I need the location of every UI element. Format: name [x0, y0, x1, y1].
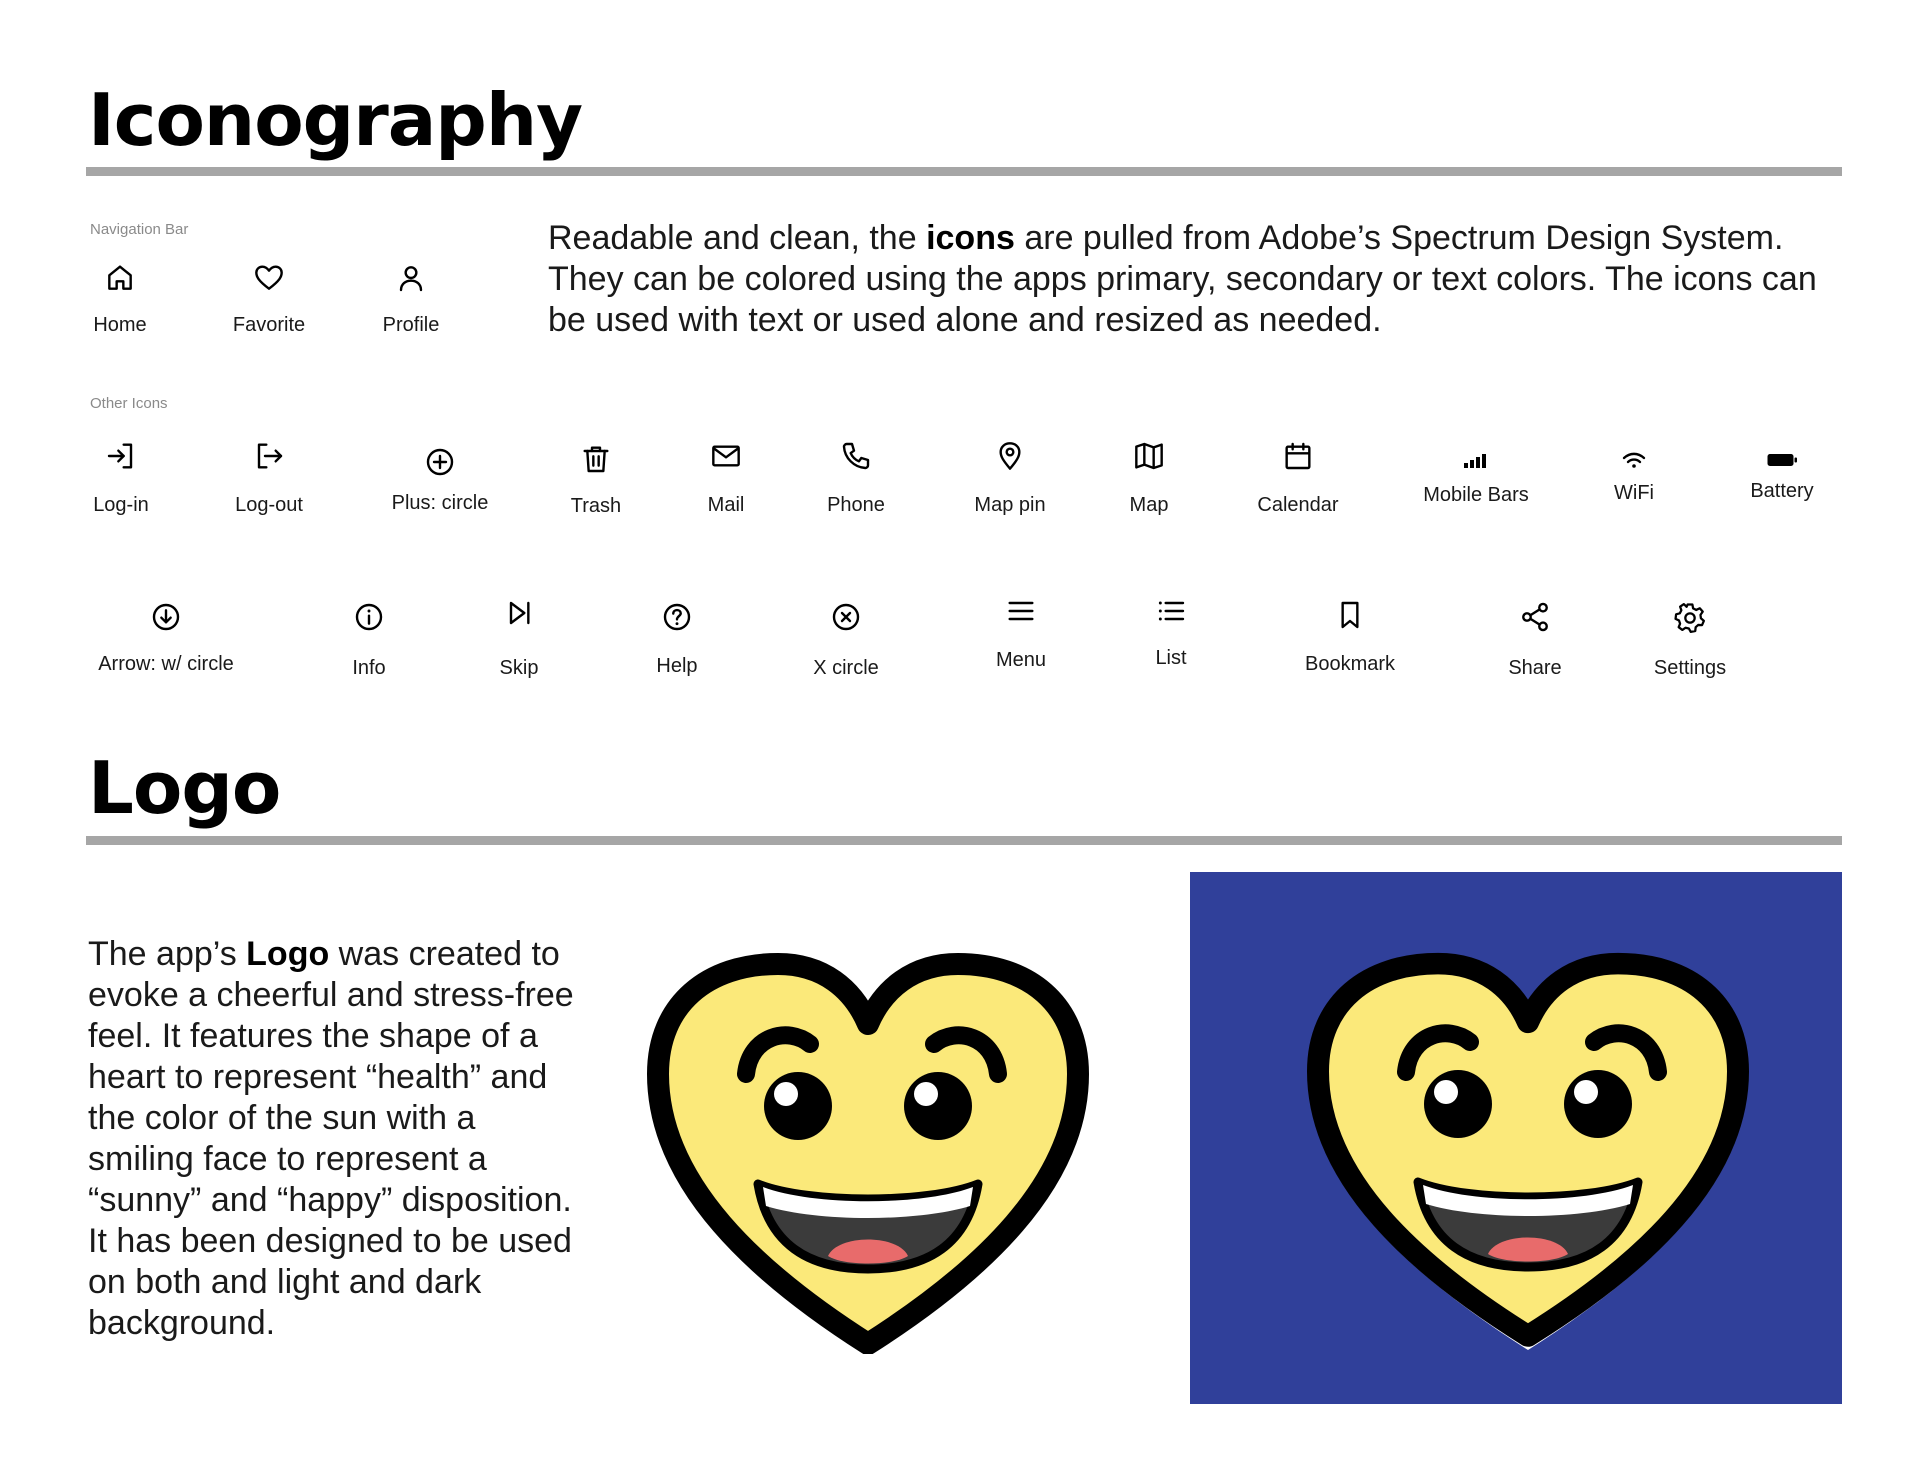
- icon-label: Arrow: w/ circle: [98, 653, 234, 675]
- icon-item-mobile-bars[interactable]: [1406, 450, 1546, 507]
- icon-label: Plus: circle: [391, 492, 489, 514]
- icon-item-log-in[interactable]: [86, 440, 156, 517]
- nav-bar-caption: Navigation Bar: [90, 221, 189, 238]
- menu-icon: [1005, 595, 1037, 627]
- section-divider: [86, 167, 1842, 176]
- help-icon: [661, 601, 693, 633]
- skip-icon: [503, 597, 535, 629]
- icon-item-info[interactable]: [336, 601, 402, 680]
- icon-item-map-pin[interactable]: [954, 440, 1066, 517]
- icon-item-battery[interactable]: [1738, 450, 1826, 503]
- icon-label: Log-in: [93, 494, 149, 516]
- section-title-iconography: Iconography: [88, 78, 583, 162]
- icon-label: Mobile Bars: [1423, 484, 1529, 506]
- icon-item-wifi[interactable]: [1594, 450, 1674, 505]
- icon-label: Share: [1508, 657, 1562, 679]
- icon-label: List: [1155, 647, 1187, 669]
- nav-item-label: Profile: [382, 314, 440, 336]
- logo-light-variant: [638, 944, 1098, 1359]
- settings-icon: [1673, 601, 1707, 635]
- nav-item-label: Home: [93, 314, 147, 336]
- logo-desc-bold: Logo: [246, 935, 330, 973]
- icon-label: Help: [656, 655, 698, 677]
- iconography-intro: [548, 218, 1838, 341]
- intro-bold: icons: [926, 219, 1015, 257]
- smiley-heart-logo: [1288, 940, 1768, 1360]
- nav-item-home[interactable]: [88, 262, 152, 337]
- icon-label: Bookmark: [1304, 653, 1396, 675]
- map-pin-icon: [994, 440, 1026, 472]
- section-title-logo: Logo: [88, 746, 281, 830]
- smiley-heart-logo: [638, 944, 1098, 1354]
- section-divider: [86, 836, 1842, 845]
- share-icon: [1519, 601, 1551, 633]
- arrow-down-circle-icon: [150, 601, 182, 633]
- icon-item-plus-circle[interactable]: [380, 446, 500, 515]
- other-icons-caption: Other Icons: [90, 395, 168, 412]
- logo-desc-text: The app’s: [88, 935, 247, 973]
- logo-desc-text: was created to evoke a cheerful and stress-free feel. It features the shape of a heart to represent “health” and the color of the sun with a smiling face to represent a “sunny” and “happy” disposition. It has been designed to be used on both and light and dark background.: [88, 935, 574, 1342]
- nav-item-favorite[interactable]: [222, 262, 316, 337]
- info-icon: [353, 601, 385, 633]
- intro-text: are pulled from Adobe’s Spectrum Design System. They can be colored using the apps primary, secondary or text colors. The icons can be used with text or used alone and resized as needed.: [548, 219, 1817, 339]
- icon-label: Calendar: [1257, 494, 1339, 516]
- icon-label: WiFi: [1614, 482, 1654, 504]
- logo-description: [88, 934, 588, 1344]
- icon-item-log-out[interactable]: [222, 440, 316, 517]
- icon-label: Battery: [1750, 480, 1814, 502]
- icon-item-menu[interactable]: [984, 595, 1058, 672]
- icon-label: Phone: [827, 494, 885, 516]
- icon-label: Info: [352, 657, 386, 679]
- icon-label: Map pin: [974, 494, 1046, 516]
- heart-icon: [253, 262, 285, 294]
- nav-item-label: Favorite: [232, 314, 306, 336]
- trash-icon: [580, 443, 612, 475]
- icon-label: X circle: [813, 657, 879, 679]
- icon-item-settings[interactable]: [1640, 601, 1740, 680]
- mail-icon: [710, 440, 742, 472]
- icon-label: Map: [1129, 494, 1169, 516]
- log-in-icon: [105, 440, 137, 472]
- icon-item-mail[interactable]: [690, 440, 762, 517]
- icon-item-bookmark[interactable]: [1290, 599, 1410, 676]
- phone-icon: [840, 440, 872, 472]
- map-icon: [1132, 440, 1166, 472]
- icon-label: Settings: [1653, 657, 1727, 679]
- battery-icon: [1766, 450, 1798, 470]
- x-circle-icon: [830, 601, 862, 633]
- icon-item-x-circle[interactable]: [798, 601, 894, 680]
- icon-item-map[interactable]: [1106, 440, 1192, 517]
- log-out-icon: [253, 440, 285, 472]
- icon-item-phone[interactable]: [810, 440, 902, 517]
- icon-label: Menu: [995, 649, 1047, 671]
- icon-item-skip[interactable]: [486, 597, 552, 680]
- icon-item-trash[interactable]: [560, 443, 632, 518]
- nav-item-profile[interactable]: [370, 262, 452, 337]
- home-icon: [104, 262, 136, 294]
- logo-dark-variant: [1288, 940, 1768, 1365]
- mobile-bars-icon: [1462, 450, 1490, 470]
- icon-label: Trash: [570, 495, 622, 517]
- icon-item-help[interactable]: [642, 601, 712, 678]
- icon-label: Log-out: [235, 494, 303, 516]
- user-icon: [395, 262, 427, 294]
- icon-label: Mail: [707, 494, 745, 516]
- icon-item-share[interactable]: [1496, 601, 1574, 680]
- wifi-icon: [1621, 450, 1647, 470]
- plus-circle-icon: [424, 446, 456, 478]
- icon-item-arrow-circle[interactable]: [88, 601, 244, 676]
- intro-text: Readable and clean, the: [548, 219, 927, 257]
- list-icon: [1155, 595, 1187, 627]
- icon-item-list[interactable]: [1144, 595, 1198, 670]
- icon-item-calendar[interactable]: [1238, 440, 1358, 517]
- icon-label: Skip: [499, 657, 539, 679]
- bookmark-icon: [1334, 599, 1366, 631]
- calendar-icon: [1282, 440, 1314, 472]
